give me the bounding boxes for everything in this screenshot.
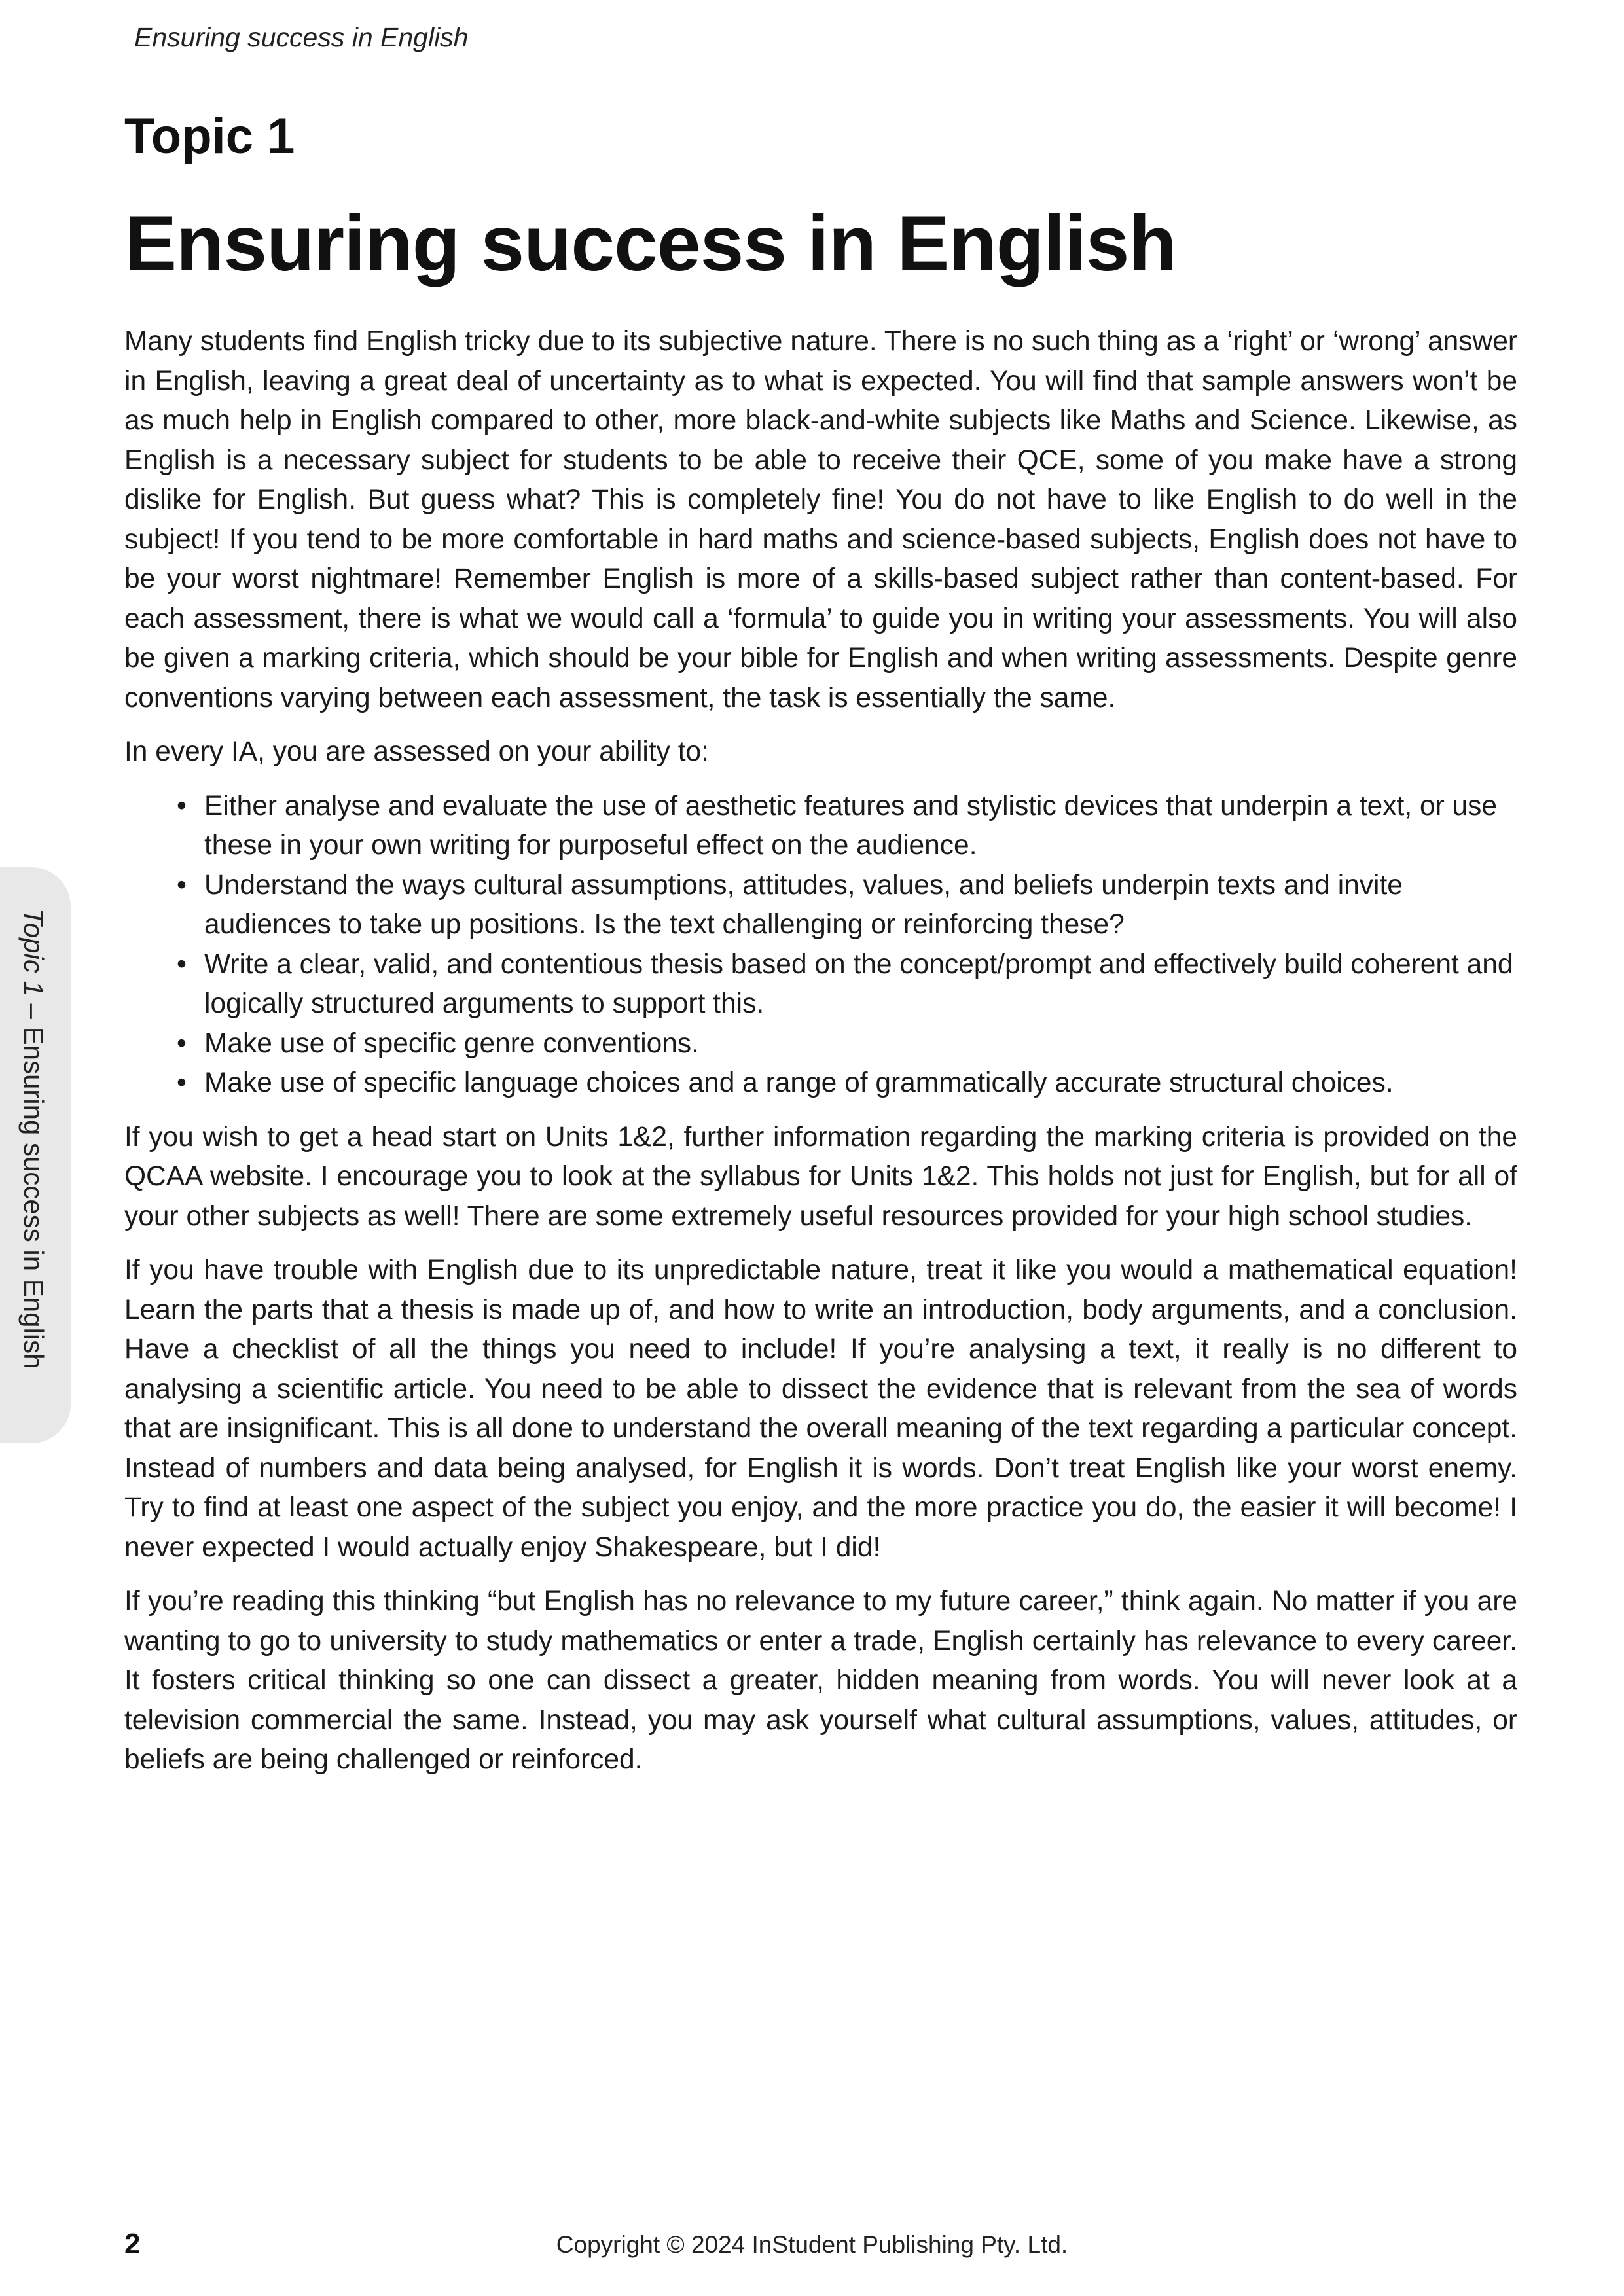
career-paragraph: If you’re reading this thinking “but English has no relevance to my future career,” think again. No matter if you are wanting to go to university to study mathematics or enter a trade, English certainly has relevance to every career. It fosters critical thinking so one can dissect a greater, hidden meaning from words. You will never look at a television commercial the same. Instead, you may ask yourself what cultural assumptions, values, attitudes, or beliefs are being challenged or reinforced. [124,1586,1517,1775]
page-title: Ensuring success in English [124,200,1176,287]
side-tab-separator: – [18,1003,49,1019]
assessment-lead-in: In every IA, you are assessed on your ability to: [124,736,709,767]
intro-paragraph: Many students find English tricky due to its subjective nature. There is no such thing as a ‘right’ or ‘wrong’ answer in English, leaving a great deal of uncertainty as to what is expected. You will find that sample answers won’t be as much help in English compared to other, more black-and-white subjects like Maths and Science. Likewise, as English is a necessary subject for students to be able to receive their QCE, some of you make have a strong dislike for English. But guess what? This is completely fine! You do not have to like English to do well in the subject! If you tend to be more comfortable in hard maths and science-based subjects, English does not have to be your worst nightmare! Remember English is more of a skills-based subject rather than content-based. For each assessment, there is what we would call a ‘formula’ to guide you in writing your assessments. You will also be given a marking criteria, which should be your bible for English and when writing assessments. Despite genre conventions varying between each assessment, the task is essentially the same. [124,326,1517,713]
list-item: • Either analyse and evaluate the use of aesthetic features and stylistic devices that underpin a text, or use these in your own writing for purposeful effect on the audience. [204,787,1517,866]
list-item: • Write a clear, valid, and contentious thesis based on the concept/prompt and effectively build coherent and logically structured arguments to support this. [204,945,1517,1024]
body-content [124,322,1517,1795]
side-tab-label [18,908,49,1369]
list-item: • Make use of specific genre conventions. [204,1024,1517,1064]
page-number: 2 [124,2228,141,2260]
list-item: • Make use of specific language choices and a range of grammatically accurate structural choices. [204,1064,1517,1103]
running-head: Ensuring success in English [134,22,469,52]
trouble-paragraph: If you have trouble with English due to its unpredictable nature, treat it like you would a mathematical equation! Learn the parts that a thesis is made up of, and how to write an introduction, body arguments, and a conclusion. Have a checklist of all the things you need to include! If you’re analysing a text, it really is no different to analysing a scientific article. You need to be able to dissect the evidence that is relevant from the sea of words that are insignificant. This is all done to understand the overall meaning of the text regarding a particular concept. Instead of numbers and data being analysed, for English it is words. Don’t treat English like your worst enemy. Try to find at least one aspect of the subject you enjoy, and the more practice you do, the easier it will become! I never expected I would actually enjoy Shakespeare, but I did! [124,1255,1517,1563]
copyright-notice: Copyright © 2024 InStudent Publishing Pty. Ltd. [556,2231,1068,2258]
topic-label: Topic 1 [124,109,295,164]
units-paragraph: If you wish to get a head start on Units 1&2, further information regarding the marking criteria is provided on the QCAA website. I encourage you to look at the syllabus for Units 1&2. This holds not just for English, but for all of your other subjects as well! There are some extremely useful resources provided for your high school studies. [124,1121,1517,1232]
assessment-criteria-list [124,787,1517,1103]
side-tab-topic: Topic 1 [18,908,49,996]
list-item: • Understand the ways cultural assumptions, attitudes, values, and beliefs underpin texts and invite audiences to take up positions. Is the text challenging or reinforcing these? [204,866,1517,945]
side-tab-title: Ensuring success in English [18,1026,49,1369]
